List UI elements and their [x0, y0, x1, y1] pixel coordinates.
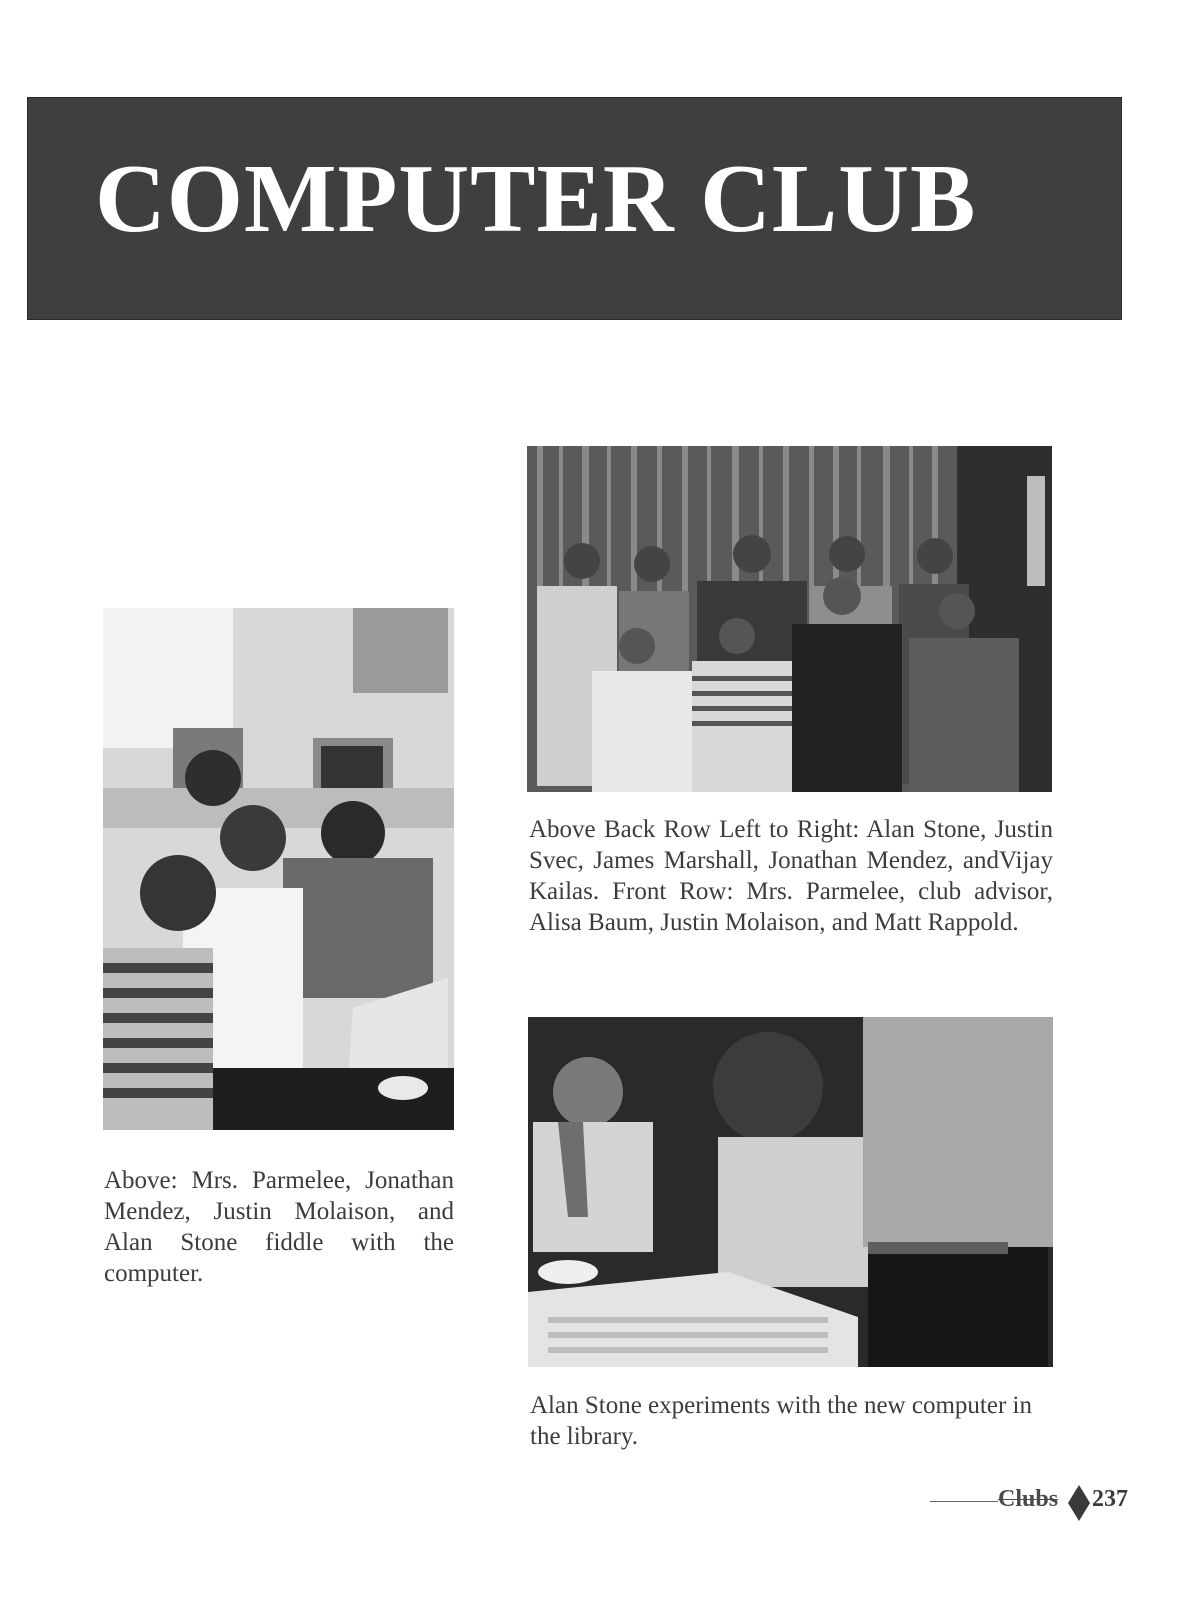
footer-section-label: Clubs — [998, 1486, 1059, 1512]
page-title: COMPUTER CLUB — [95, 145, 977, 253]
library-computer-photo-caption: Alan Stone experiments with the new computer in the library. — [530, 1392, 1032, 1450]
computer-lab-photo-caption: Above: Mrs. Parmelee, Jonathan Mendez, Justin Molaison, and Alan Stone fiddle with the computer. — [104, 1167, 454, 1287]
computer-lab-photo — [103, 608, 454, 1130]
group-photo-image — [527, 446, 1052, 792]
footer-rule — [930, 1501, 998, 1502]
library-computer-photo-image — [528, 1017, 1053, 1367]
computer-lab-photo-image — [103, 608, 454, 1130]
group-photo — [527, 446, 1052, 792]
page-footer — [930, 1482, 1130, 1522]
library-computer-photo — [528, 1017, 1053, 1367]
diamond-icon — [1068, 1485, 1090, 1521]
page-number: 237 — [1092, 1486, 1128, 1512]
group-photo-caption: Above Back Row Left to Right: Alan Stone, Justin Svec, James Marshall, Jonathan Mendez, andVijay Kailas. Front Row: Mrs. Parmelee, club advisor, Alisa Baum, Justin Molaison, and Matt Rappold. — [529, 816, 1053, 936]
